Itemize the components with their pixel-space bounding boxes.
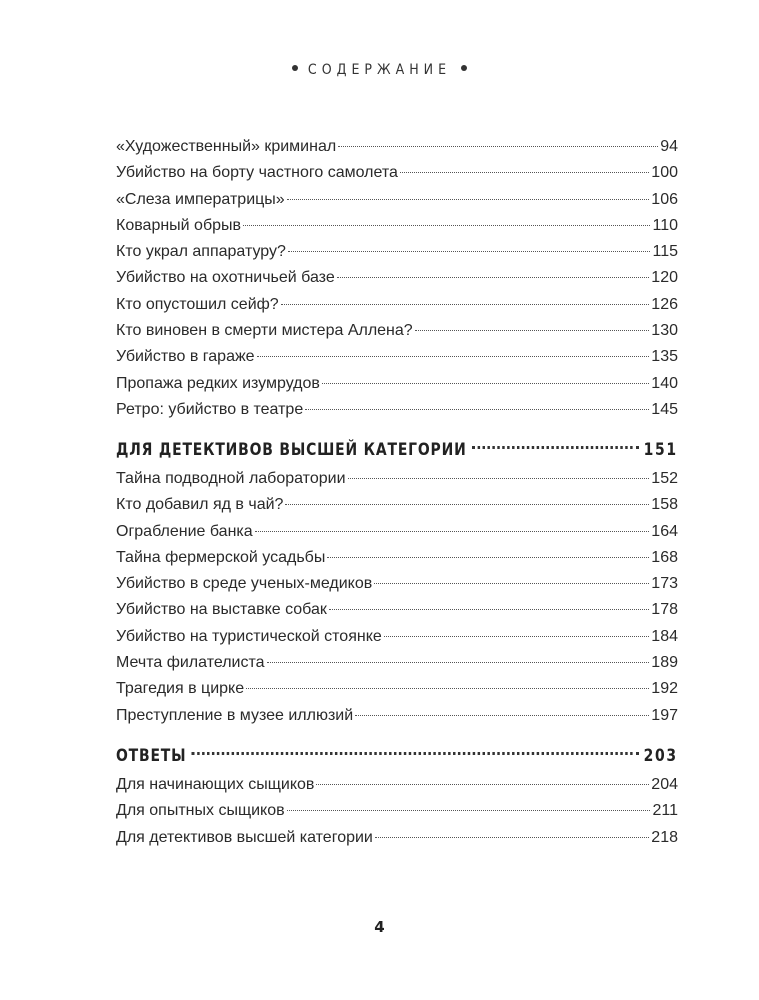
toc-entry[interactable]: Тайна подводной лаборатории 152 xyxy=(116,470,678,487)
toc-entry[interactable]: Пропажа редких изумрудов 140 xyxy=(116,374,678,392)
page-header xyxy=(0,62,759,78)
dot-leader xyxy=(267,662,650,663)
toc-entry[interactable]: Убийство на туристической стоянке 184 xyxy=(116,627,678,645)
toc-entry[interactable]: Убийство на выставке собак 178 xyxy=(116,601,678,619)
dot-leader xyxy=(375,837,649,838)
dot-leader xyxy=(337,277,650,278)
bullet-left xyxy=(292,65,298,71)
page-number: 4 xyxy=(374,918,385,936)
toc-section-heading[interactable]: ОТВЕТЫ 203 xyxy=(116,746,678,766)
dot-leader xyxy=(285,504,649,505)
toc-entry[interactable]: Для опытных сыщиков 211 xyxy=(116,802,678,820)
toc-entry[interactable]: Кто виновен в смерти мистера Аллена? 130 xyxy=(116,322,678,340)
dot-leader xyxy=(255,531,650,532)
toc-entry[interactable]: Преступление в музее иллюзий 197 xyxy=(116,706,678,724)
dot-leader xyxy=(305,409,649,410)
toc-entry[interactable]: Мечта филателиста 189 xyxy=(116,654,678,672)
toc-entry[interactable]: «Художественный» криминал 94 xyxy=(116,138,678,155)
dot-leader xyxy=(287,810,651,811)
toc-group-1 xyxy=(116,134,678,423)
dot-leader xyxy=(338,146,658,147)
dot-leader xyxy=(384,636,650,637)
toc-entry[interactable]: Трагедия в цирке 192 xyxy=(116,680,678,698)
dot-leader xyxy=(400,172,649,173)
toc-entry[interactable]: Убийство на охотничьей базе 120 xyxy=(116,269,678,287)
dot-leader xyxy=(374,583,649,584)
toc-entry[interactable]: Убийство в среде ученых-медиков 173 xyxy=(116,575,678,593)
toc-entry[interactable]: Тайна фермерской усадьбы 168 xyxy=(116,548,678,566)
dot-leader xyxy=(415,330,650,331)
dot-leader xyxy=(355,715,649,716)
toc-entry[interactable]: Кто добавил яд в чай? 158 xyxy=(116,496,678,514)
dot-leader xyxy=(322,383,649,384)
bullet-right xyxy=(461,65,467,71)
dot-leader xyxy=(348,478,650,479)
dot-leader xyxy=(288,251,651,252)
dot-leader xyxy=(316,784,649,785)
dot-leader xyxy=(287,199,650,200)
toc-entry[interactable]: Убийство на борту частного самолета 100 xyxy=(116,164,678,182)
toc-section-heading-wrap xyxy=(116,434,678,466)
dot-leader xyxy=(471,446,638,449)
toc-entry[interactable]: Для детективов высшей категории 218 xyxy=(116,828,678,846)
toc-entry[interactable]: Ретро: убийство в театре 145 xyxy=(116,400,678,418)
toc-section-heading[interactable]: ДЛЯ ДЕТЕКТИВОВ ВЫСШЕЙ КАТЕГОРИИ 151 xyxy=(116,440,678,460)
toc-entry[interactable]: Для начинающих сыщиков 204 xyxy=(116,776,678,793)
dot-leader xyxy=(257,356,650,357)
dot-leader xyxy=(281,304,650,305)
header-title: СОДЕРЖАНИЕ xyxy=(307,62,452,78)
dot-leader xyxy=(329,609,649,610)
toc-entry[interactable]: «Слеза императрицы» 106 xyxy=(116,190,678,208)
dot-leader xyxy=(246,688,649,689)
toc-section-heading-wrap xyxy=(116,740,678,772)
dot-leader xyxy=(327,557,649,558)
toc-entry[interactable]: Ограбление банка 164 xyxy=(116,522,678,540)
toc-entry[interactable]: Кто опустошил сейф? 126 xyxy=(116,295,678,313)
toc-entry[interactable]: Убийство в гараже 135 xyxy=(116,348,678,366)
dot-leader xyxy=(191,752,638,755)
toc-group-3 xyxy=(116,772,678,851)
toc-entry[interactable]: Коварный обрыв 110 xyxy=(116,216,678,234)
dot-leader xyxy=(243,225,650,226)
toc-entry[interactable]: Кто украл аппаратуру? 115 xyxy=(116,243,678,261)
toc-group-2 xyxy=(116,466,678,729)
